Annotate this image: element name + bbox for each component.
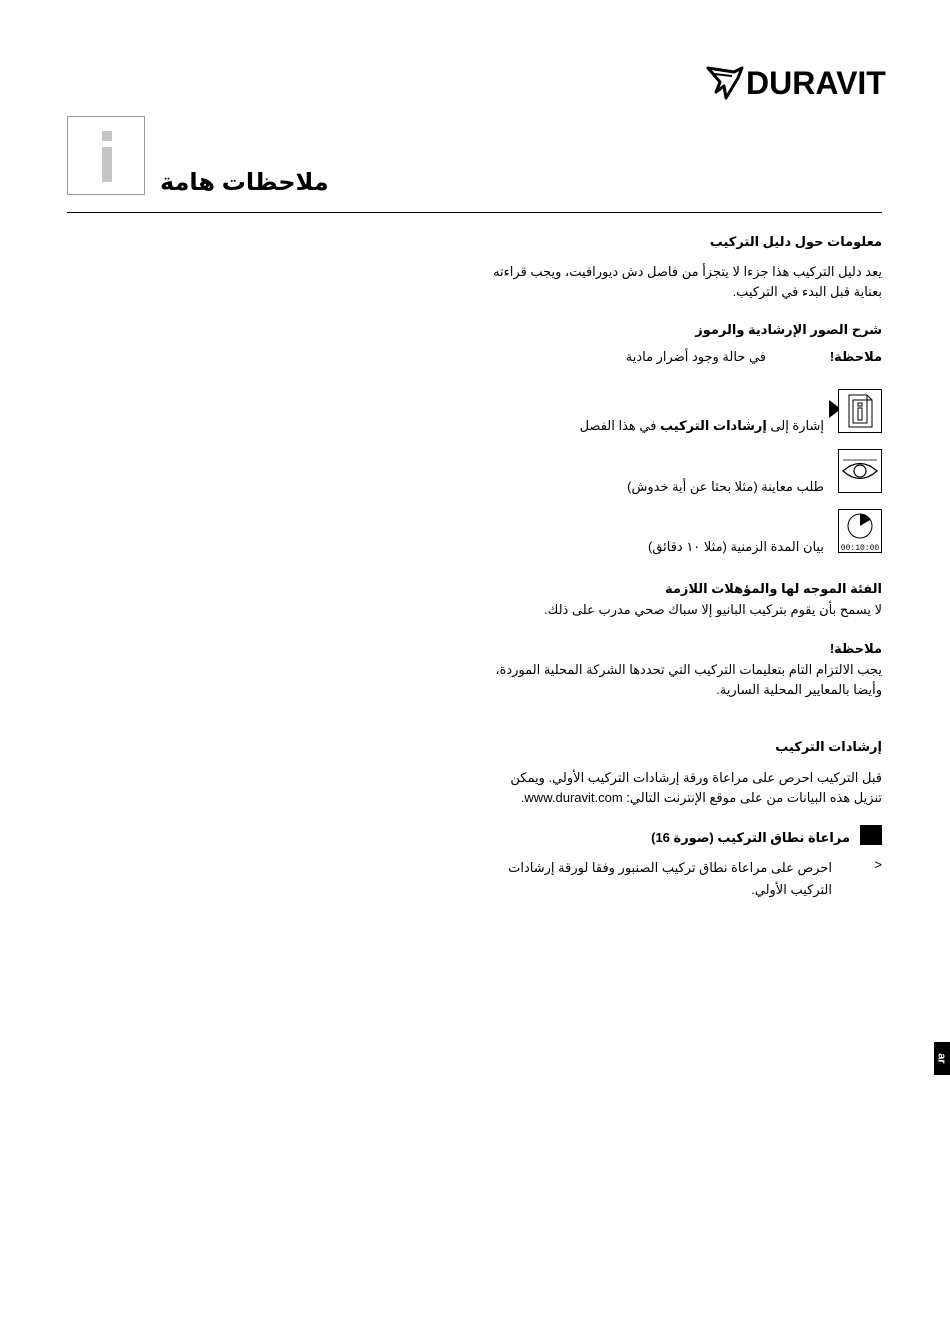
clock-readout: 00:10:00 [840, 544, 880, 552]
title-divider [67, 212, 882, 213]
note-label: ملاحظة! [829, 349, 882, 364]
manual-reference-icon [838, 389, 882, 433]
about-heading: معلومات حول دليل التركيب [709, 234, 882, 249]
step-bullet-text: احرص على مراعاة نطاق تركيب الصنبور وفقا لورقة إرشادات التركيب الأولي. [508, 860, 832, 897]
step-title: مراعاة نطاق التركيب (صورة 16) [651, 830, 850, 845]
symbol-inspect-label: طلب معاينة (مثلا بحثا عن أية خدوش) [627, 479, 824, 494]
install-heading: إرشادات التركيب [775, 739, 882, 754]
audience-text: لا يسمح بأن يقوم بتركيب البانيو إلا سباك صحي مدرب على ذلك. [544, 602, 882, 617]
language-tab-label: ar [936, 1053, 948, 1064]
eye-icon [838, 449, 882, 493]
brand-wordmark: DURAVIT [746, 65, 886, 101]
about-text: يعد دليل التركيب هذا جزءا لا يتجزأ من فاصل دش ديورافيت، ويجب قراءته بعناية قبل البدء في التركيب. [493, 264, 882, 299]
symbol-time-label: بيان المدة الزمنية (مثلا ١٠ دقائق) [647, 539, 824, 554]
install-text: قبل التركيب احرص على مراعاة ورقة إرشادات التركيب الأولي. ويمكن تنزيل هذه البيانات من على موقع الإنترنت التالي: www.duravit.com. [510, 770, 882, 805]
language-tab[interactable] [934, 1042, 950, 1075]
duravit-logo [704, 62, 886, 102]
clock-icon [838, 509, 882, 553]
info-icon [67, 116, 145, 195]
symbol-manual-label: إشارة إلى إرشادات التركيب في هذا الفصل [579, 418, 824, 433]
page-title: ملاحظات هامة [160, 169, 329, 196]
symbols-heading: شرح الصور الإرشادية والرموز [695, 322, 882, 337]
warning-text: يجب الالتزام التام بتعليمات التركيب التي تحددها الشركة المحلية الموردة، وأيضا بالمعايير المحلية السارية. [495, 662, 882, 697]
note-text: في حالة وجود أضرار مادية [625, 349, 766, 364]
step-square-icon [860, 825, 882, 845]
audience-heading: الفئة الموجه لها والمؤهلات اللازمة [665, 581, 882, 596]
bullet-marker: > [874, 857, 882, 872]
warning-heading: ملاحظة! [829, 641, 882, 656]
